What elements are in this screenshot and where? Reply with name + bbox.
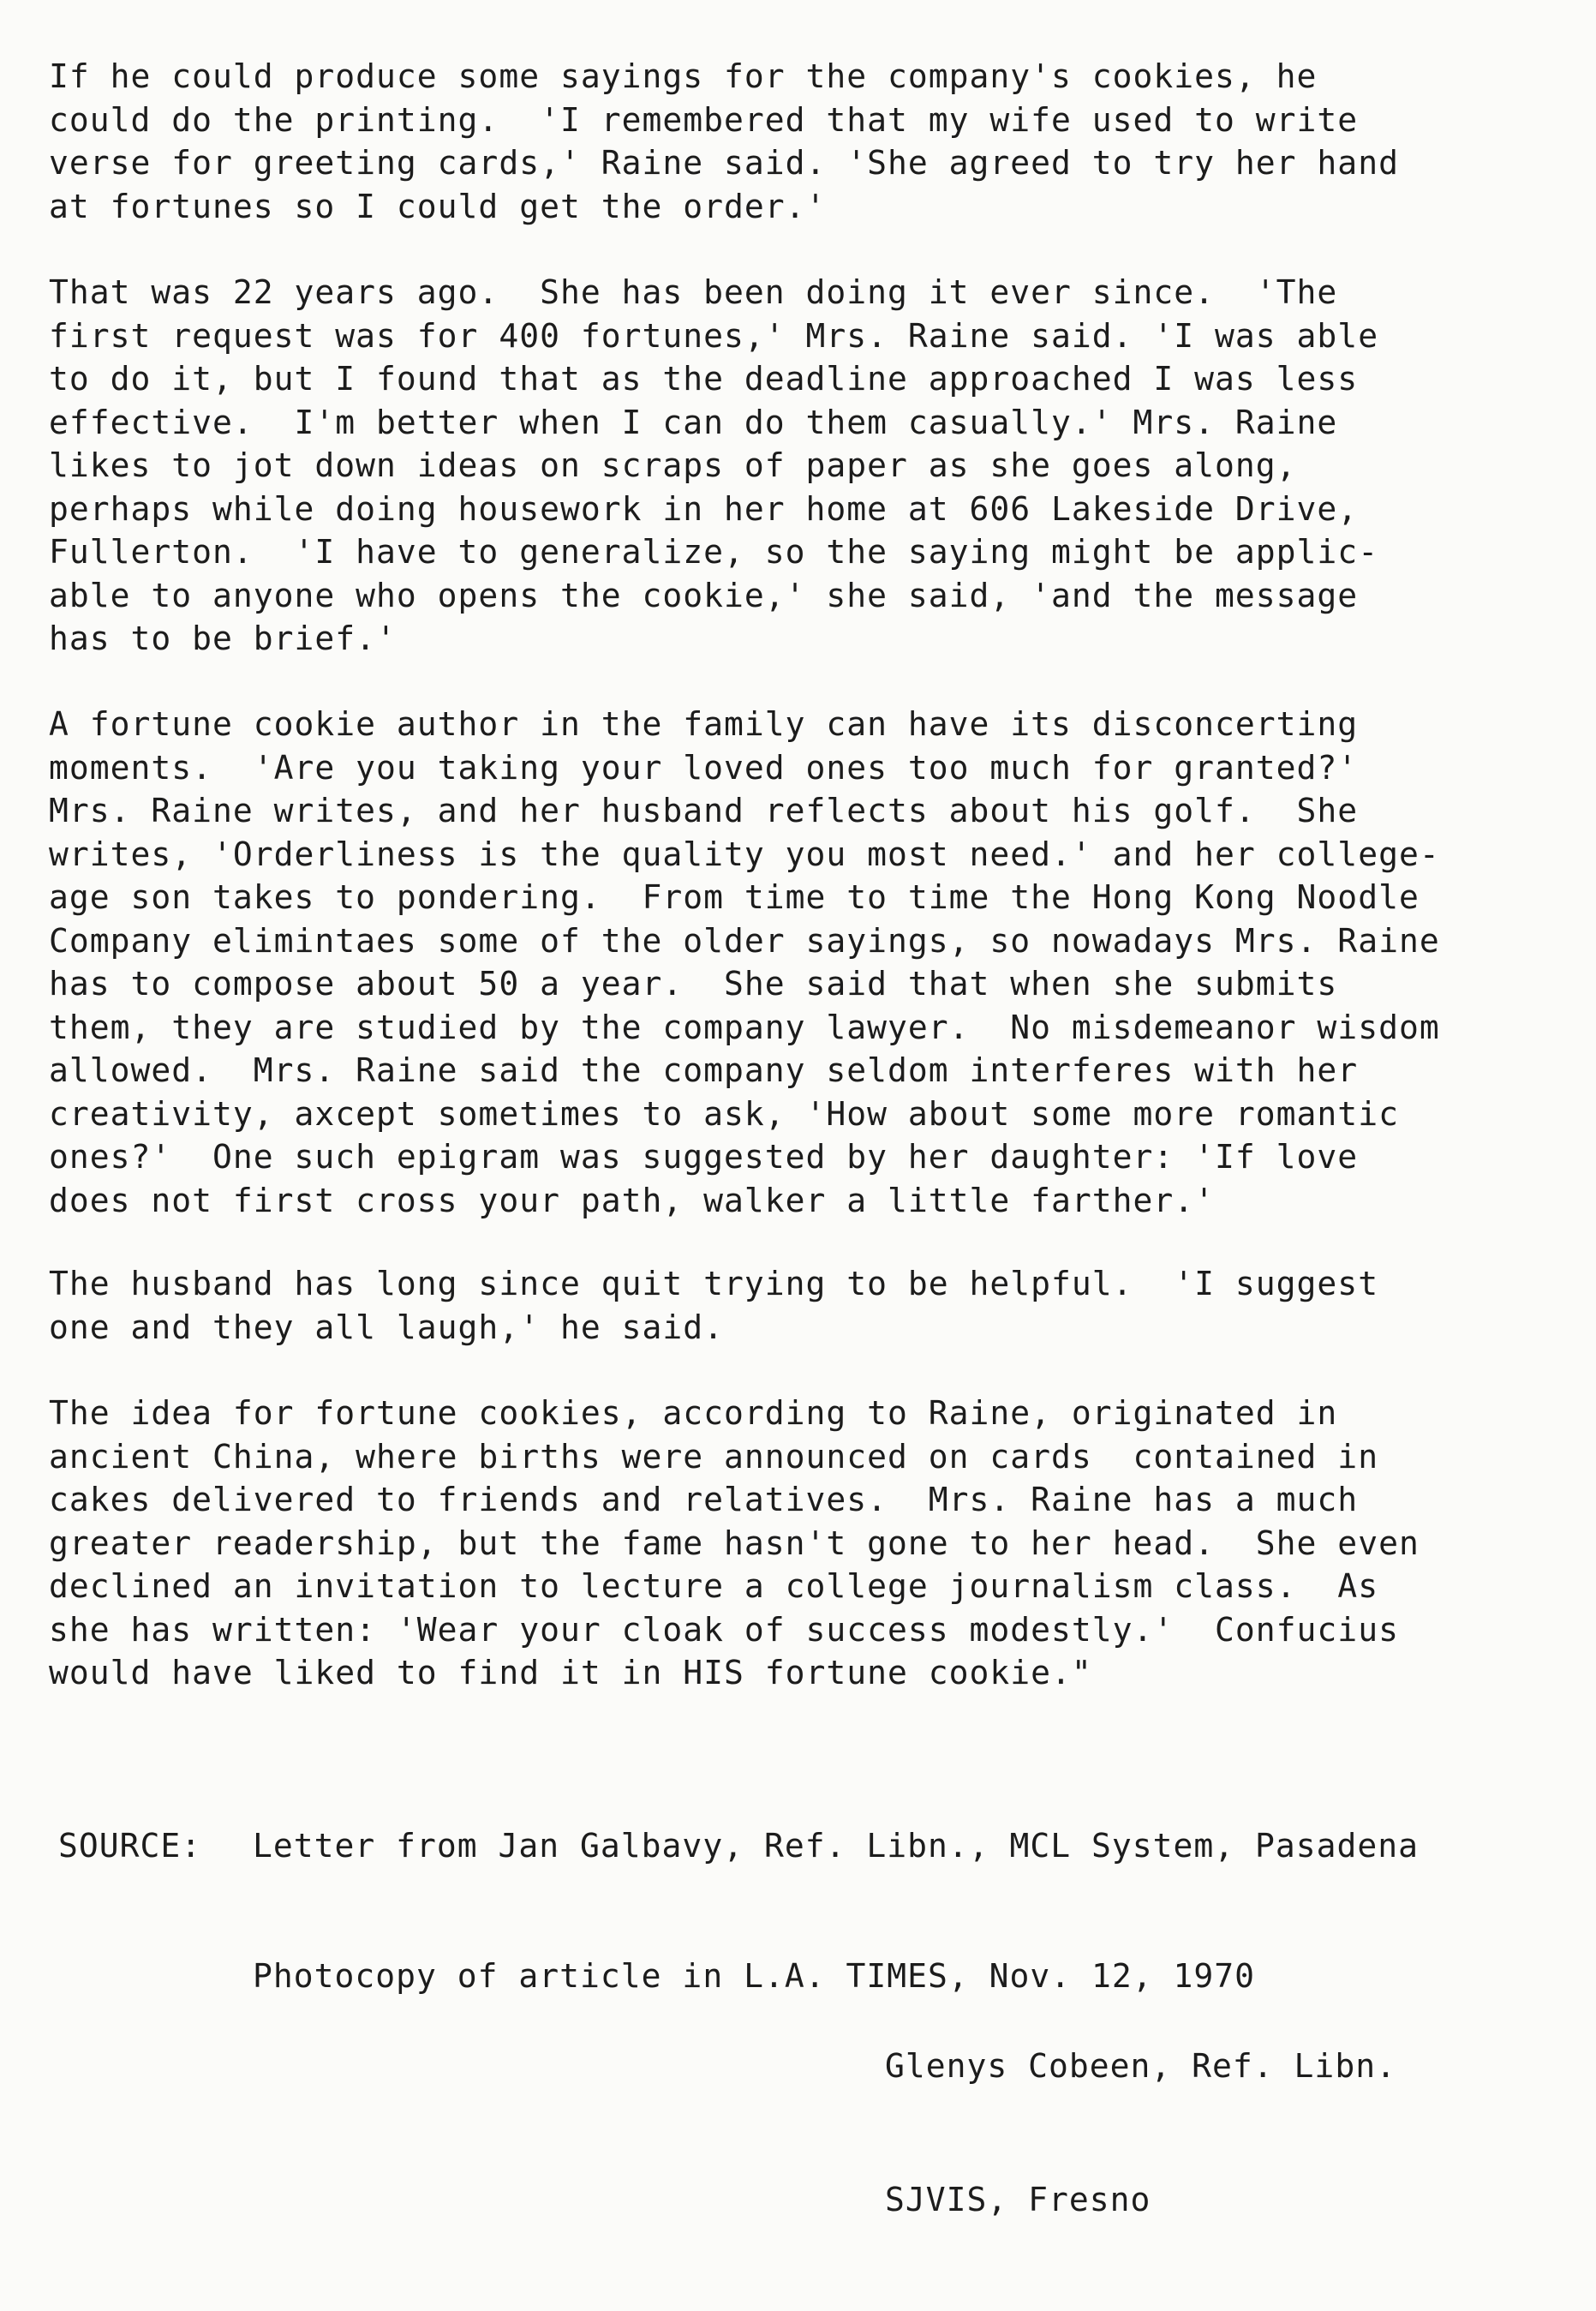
source-line-1: Letter from Jan Galbavy, Ref. Libn., MCL System, Pasadena [253, 1827, 1420, 1865]
signature-name: Glenys Cobeen, Ref. Libn. [885, 2047, 1396, 2085]
paragraph-5: The idea for fortune cookies, according to Raine, originated in ancient China, where births were announced on cards contained in cakes delivered to friends and relatives. Mrs. Raine has a much greater readership, but the fame hasn't gone to her head. She even declined an invitation to lecture a college journalism class. As she has written: 'Wear your cloak of success modestly.' Confucius would have liked to find it in HIS fortune cookie." [49, 1394, 1420, 1691]
paragraph-1: If he could produce some sayings for the company's cookies, he could do the printing. 'I remembered that my wife used to write verse for greeting cards,' Raine said. 'She agreed to try her hand at fortunes so I could get the order.' [49, 57, 1399, 225]
paragraph-4: The husband has long since quit trying to be helpful. 'I suggest one and they all laugh,' he said. [49, 1265, 1379, 1346]
source-label: SOURCE: [58, 1827, 202, 1865]
source-indent [58, 1955, 253, 1998]
source-line-2: Photocopy of article in L.A. TIMES, Nov. 12, 1970 [253, 1956, 1256, 1995]
paragraph-2: That was 22 years ago. She has been doing it ever since. 'The first request was for 400 fortunes,' Mrs. Raine said. 'I was able to do it, but I found that as the deadline approached I was less effective. I'm better when I can do them casually.' Mrs. Raine likes to jot down ideas on scraps of paper as she goes along, perhaps while doing housework in her home at 606 Lakeside Drive, Fullerton. 'I have to generalize, so the saying might be applic- able to anyone who opens the cookie,' she said, 'and the message has to be brief.' [49, 273, 1379, 657]
signature-org: SJVIS, Fresno [885, 2181, 1151, 2218]
paragraph-3: A fortune cookie author in the family can have its disconcerting moments. 'Are you taking your loved ones too much for granted?' Mrs. Raine writes, and her husband reflects about his golf. She writes, 'Orderliness is the quality you most need.' and her college- age son takes to pondering. From time to time the Hong Kong Noodle Company elimintaes some of the older sayings, so nowadays Mrs. Raine has to compose about 50 a year. She said that when she submits them, they are studied by the company lawyer. No misdemeanor wisdom allowed. Mrs. Raine said the company seldom interferes with her creativity, axcept sometimes to ask, 'How about some more romantic ones?' One such epigram was suggested by her daughter: 'If love does not first cross your path, walker a little farther.' [49, 705, 1440, 1219]
signature-block [885, 1955, 1396, 2311]
